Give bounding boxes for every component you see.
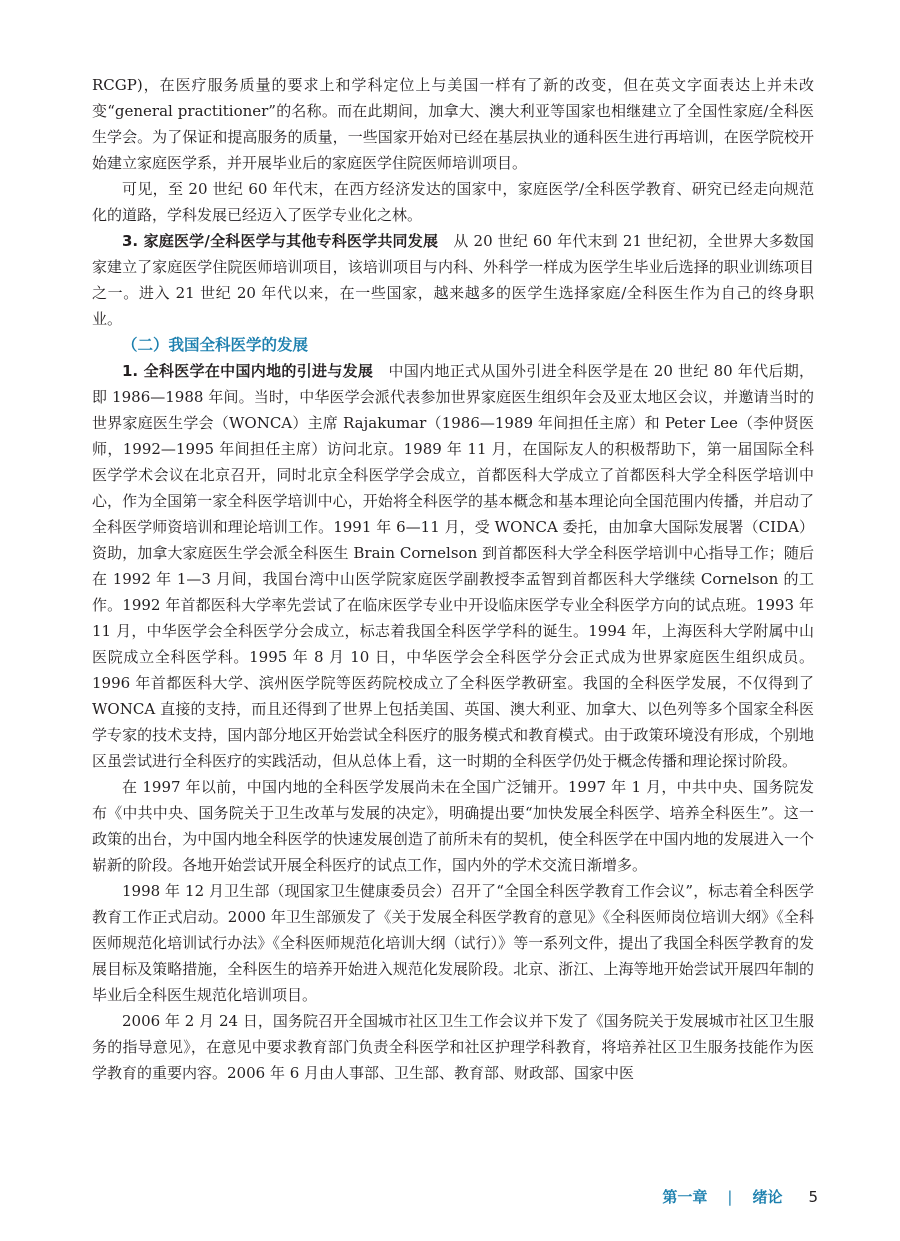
- section-heading: （二）我国全科医学的发展: [122, 336, 309, 354]
- footer-separator: |: [727, 1187, 733, 1206]
- footer-chapter-title: 绪论: [752, 1188, 783, 1206]
- paragraph-4-body: 中国内地正式从国外引进全科医学是在 20 世纪 80 年代后期，即 1986—1988 年间。当时，中华医学会派代表参加世界家庭医生组织年会及亚太地区会议，并邀请当时的世界家庭医生学会（WONCA）主席 Rajakumar（1986—1989 年间担任主席）和 Peter Lee（李仲贤医师，1992—1995 年间担任主席）访问北京。1989 年 11 月，在国际友人的积极帮助下，第一届国际全科医学学术会议在北京召开，同时北京全科医学学会成立，首都医科大学成立了首都医科大学全科医学培训中心，作为全国第一家全科医学培训中心，开始将全科医学的基本概念和基本理论向全国范围内传播，并启动了全科医学师资培训和理论培训工作。1991 年 6—11 月，受 WONCA 委托，由加拿大国际发展署（CIDA）资助，加拿大家庭医生学会派全科医生 Brain Cornelson 到首都医科大学全科医学培训中心指导工作；随后在 1992 年 1—3 月间，我国台湾中山医学院家庭医学副教授李孟智到首都医科大学继续 Cornelson 的工作。1992 年首都医科大学率先尝试了在临床医学专业中开设临床医学专业全科医学方向的试点班。1993 年 11 月，中华医学会全科医学分会成立，标志着我国全科医学学科的诞生。1994 年，上海医科大学附属中山医院成立全科医学科。1995 年 8 月 10 日，中华医学会全科医学分会正式成为世界家庭医生组织成员。1996 年首都医科大学、滨州医学院等医药院校成立了全科医学教研室。我国的全科医学发展，不仅得到了 WONCA 直接的支持，而且还得到了世界上包括美国、英国、澳大利亚、加拿大、以色列等多个国家全科医学专家的技术支持，国内部分地区开始尝试全科医疗的服务模式和教育模式。由于政策环境没有形成，个别地区虽尝试进行全科医疗的实践活动，但从总体上看，这一时期的全科医学仍处于概念传播和理论探讨阶段。: [92, 362, 815, 770]
- paragraph-3-heading: 3. 家庭医学/全科医学与其他专科医学共同发展: [122, 232, 439, 250]
- paragraph-4-heading: 1. 全科医学在中国内地的引进与发展: [122, 362, 374, 380]
- paragraph-1: RCGP)，在医疗服务质量的要求上和学科定位上与美国一样有了新的改变，但在英文字面表达上并未改变“general practitioner”的名称。而在此期间，加拿大、澳大利亚等国家也相继建立了全国性家庭/全科医生学会。为了保证和提高服务的质量，一些国家开始对已经在基层执业的通科医生进行再培训，在医学院校开始建立家庭医学系，并开展毕业后的家庭医学住院医师培训项目。: [92, 76, 814, 172]
- paragraph-6: 1998 年 12 月卫生部（现国家卫生健康委员会）召开了“全国全科医学教育工作会议”，标志着全科医学教育工作正式启动。2000 年卫生部颁发了《关于发展全科医学教育的意见》《全科医师岗位培训大纲》《全科医师规范化培训试行办法》《全科医师规范化培训大纲（试行）》等一系列文件，提出了我国全科医学教育的发展目标及策略措施，全科医生的培养开始进入规范化发展阶段。北京、浙江、上海等地开始尝试开展四年制的毕业后全科医生规范化培训项目。: [92, 882, 814, 1004]
- paragraph-2: 可见，至 20 世纪 60 年代末，在西方经济发达的国家中，家庭医学/全科医学教育、研究已经走向规范化的道路，学科发展已经迈入了医学专业化之林。: [92, 180, 814, 224]
- paragraph-3-body: 从 20 世纪 60 年代末到 21 世纪初，全世界大多数国家建立了家庭医学住院医师培训项目，该培训项目与内科、外科学一样成为医学生毕业后选择的职业训练项目之一。进入 21 世纪 20 年代以来，在一些国家，越来越多的医学生选择家庭/全科医生作为自己的终身职业。: [92, 232, 814, 328]
- page-number: 5: [808, 1187, 818, 1206]
- footer-chapter: 第一章: [662, 1188, 708, 1206]
- paragraph-7: 2006 年 2 月 24 日，国务院召开全国城市社区卫生工作会议并下发了《国务院关于发展城市社区卫生服务的指导意见》，在意见中要求教育部门负责全科医学和社区护理学科教育，将培养社区卫生服务技能作为医学教育的重要内容。2006 年 6 月由人事部、卫生部、教育部、财政部、国家中医: [92, 1012, 814, 1082]
- paragraph-3: [92, 228, 814, 332]
- paragraph-4: [92, 358, 814, 774]
- paragraph-5: 在 1997 年以前，中国内地的全科医学发展尚未在全国广泛铺开。1997 年 1 月，中共中央、国务院发布《中共中央、国务院关于卫生改革与发展的决定》，明确提出要“加快发展全科医学、培养全科医生”。这一政策的出台，为中国内地全科医学的快速发展创造了前所未有的契机，使全科医学在中国内地的发展进入一个崭新的阶段。各地开始尝试开展全科医疗的试点工作，国内外的学术交流日渐增多。: [92, 778, 814, 874]
- page-footer: [662, 1186, 818, 1207]
- page-body: [92, 72, 814, 1086]
